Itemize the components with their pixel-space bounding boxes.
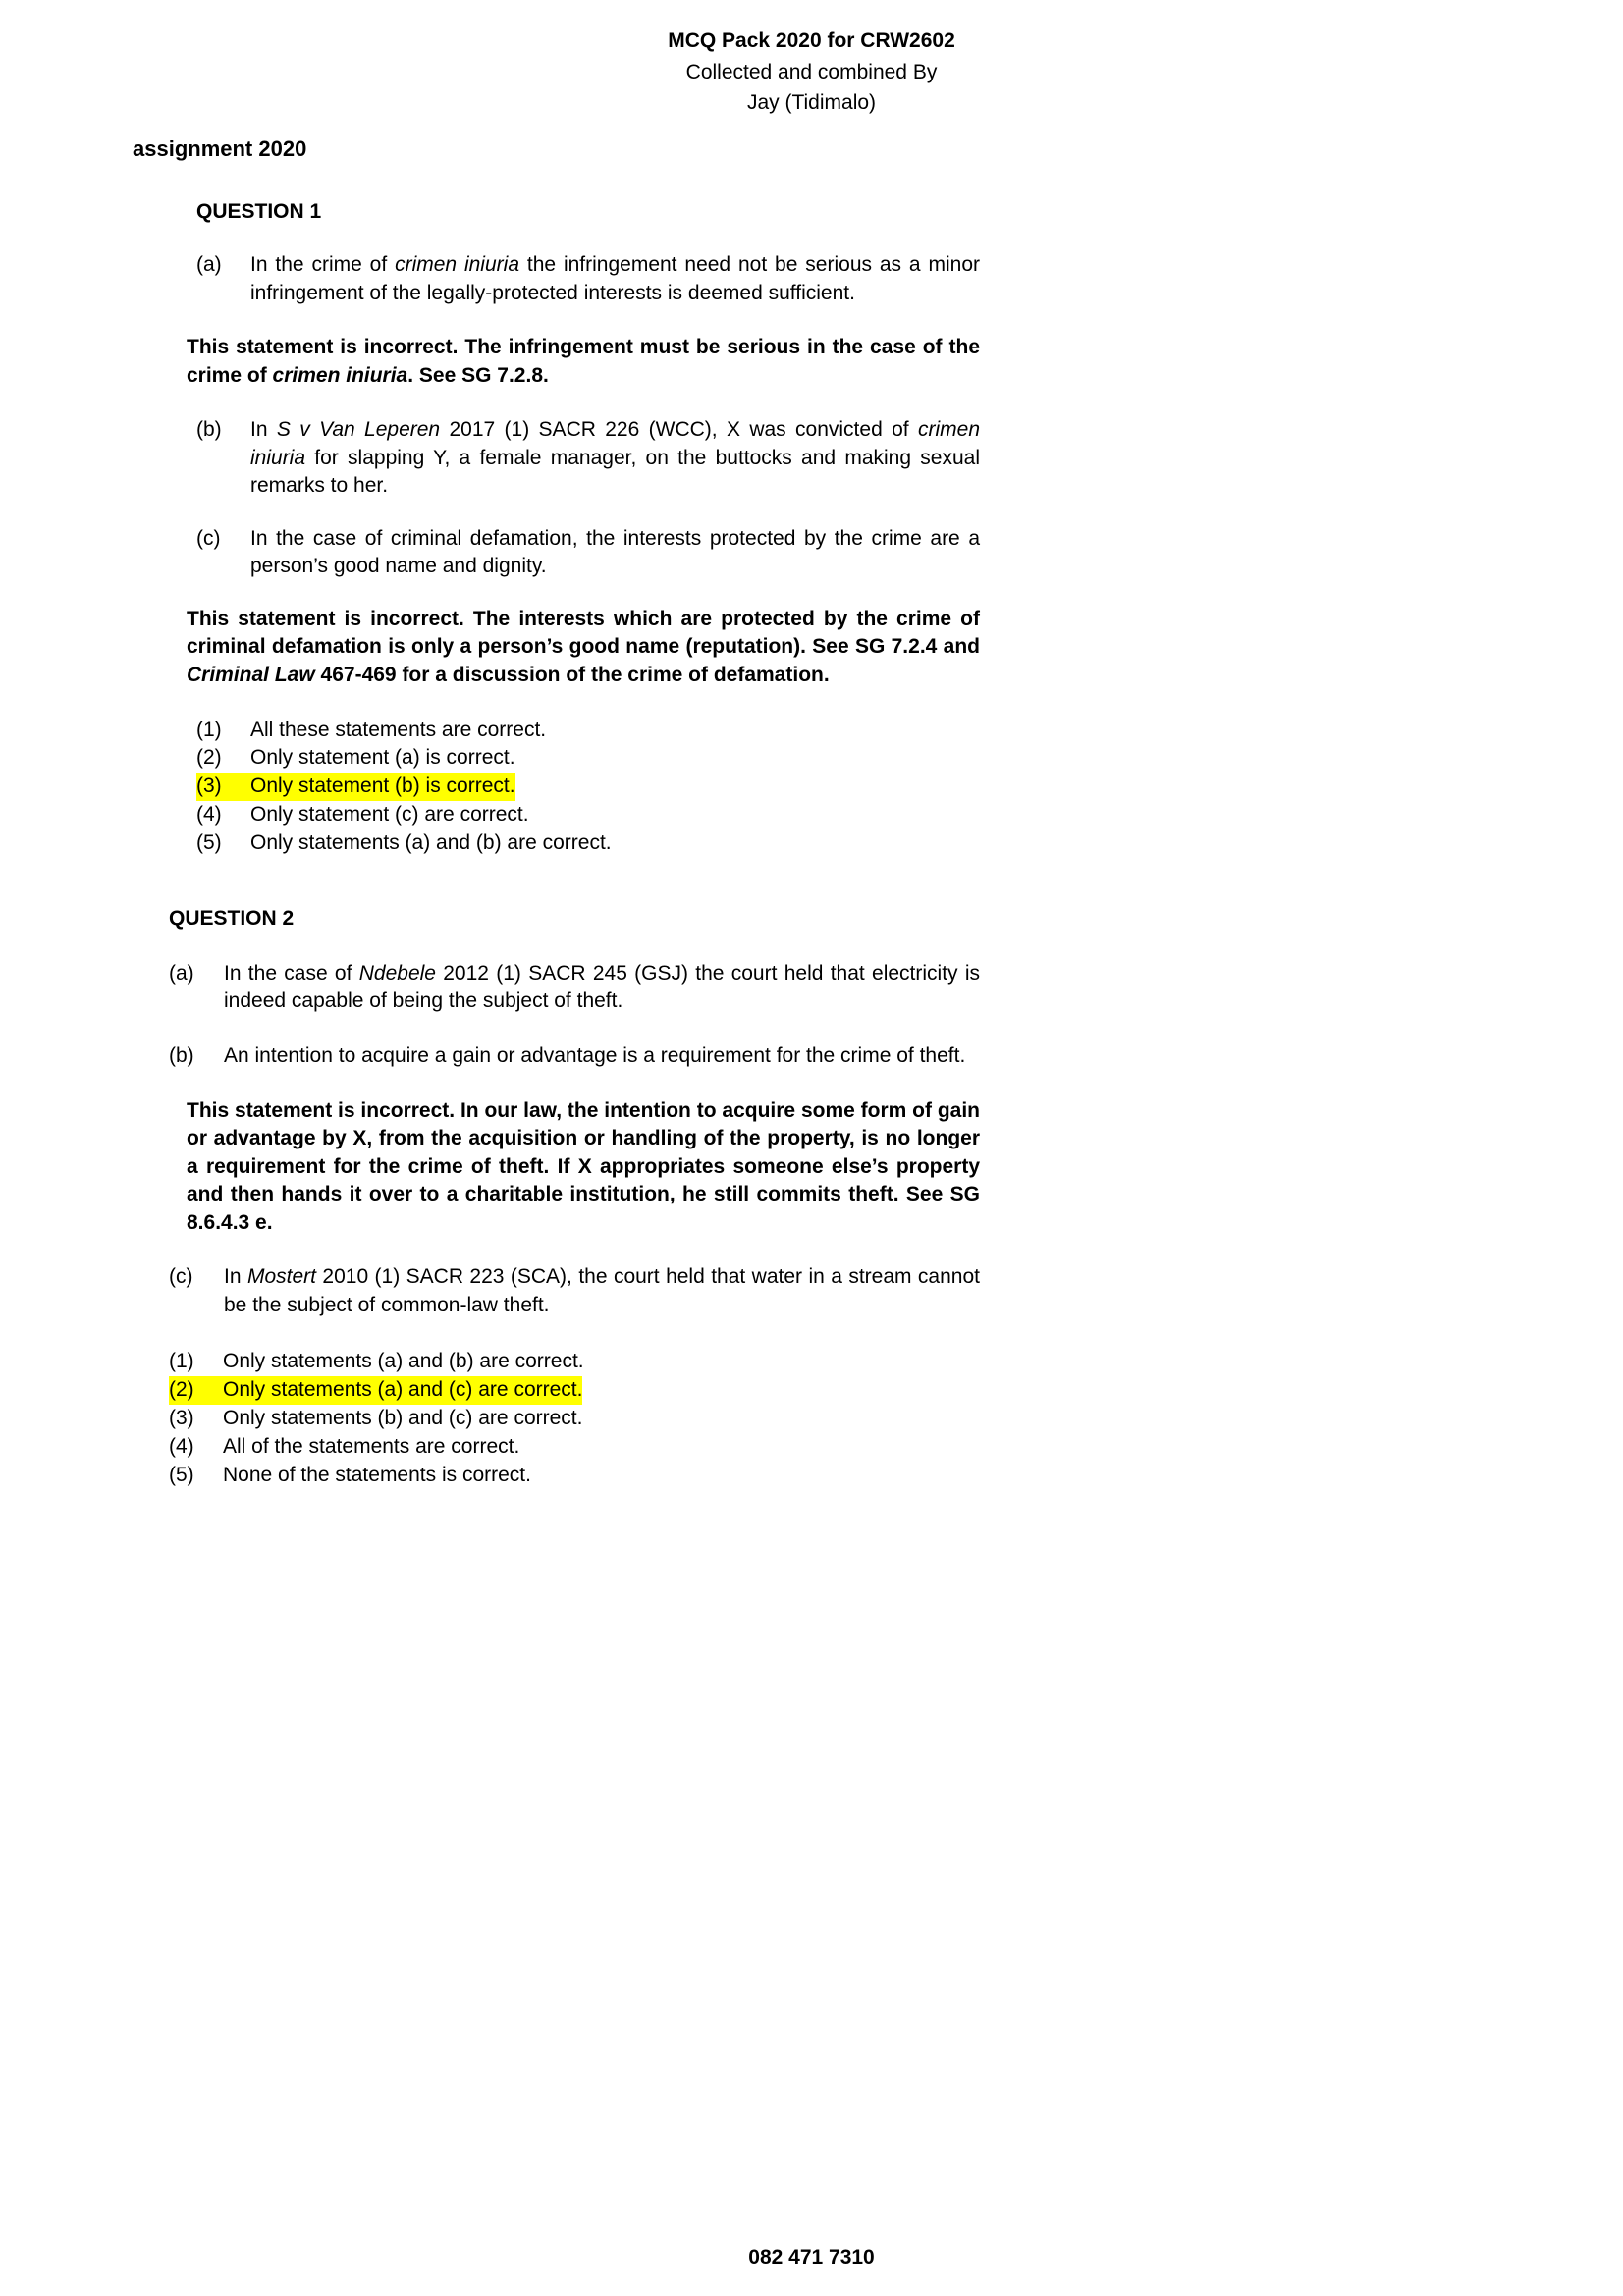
- option-row: [196, 717, 546, 745]
- option-text: Only statements (a) and (b) are correct.: [223, 1350, 584, 1373]
- option-text: Only statements (a) and (b) are correct.: [250, 831, 612, 855]
- option-row-highlighted: [169, 1376, 582, 1405]
- option-label: (4): [169, 1435, 194, 1459]
- statement-b-text: In S v Van Leperen 2017 (1) SACR 226 (WCC), X was convicted of crimen iniuria for slapping Y, a female manager, on the buttocks and making sexual remarks to her.: [250, 418, 980, 498]
- header-title: MCQ Pack 2020 for CRW2602: [668, 29, 955, 52]
- option-label: (2): [169, 1378, 194, 1402]
- option-row: [169, 1348, 584, 1376]
- question-1-statement-a: [196, 251, 980, 307]
- option-row: [169, 1405, 582, 1433]
- option-label: (2): [196, 746, 222, 770]
- question-2-statement-b: [169, 1042, 980, 1071]
- statement-b-text: An intention to acquire a gain or advantage is a requirement for the crime of theft.: [224, 1044, 966, 1067]
- option-row: [169, 1433, 519, 1462]
- option-text: None of the statements is correct.: [223, 1464, 531, 1487]
- option-label: (3): [196, 774, 222, 798]
- footer-phone: 082 471 7310: [748, 2246, 875, 2269]
- option-label: (5): [196, 831, 222, 855]
- header-subtitle: Collected and combined By: [685, 60, 938, 83]
- question-2-statement-c: [169, 1263, 980, 1319]
- question-2-heading: QUESTION 2: [169, 907, 295, 931]
- option-row: [196, 829, 612, 858]
- statement-b-label: (b): [169, 1044, 194, 1067]
- header-author: Jay (Tidimalo): [746, 91, 877, 114]
- option-label: (5): [169, 1464, 194, 1487]
- option-row: [196, 744, 515, 773]
- statement-c-label: (c): [169, 1265, 193, 1289]
- option-text: Only statements (b) and (c) are correct.: [223, 1407, 583, 1430]
- statement-c-label: (c): [196, 526, 221, 550]
- statement-a-label: (a): [169, 961, 194, 985]
- question-1-statement-b: [196, 416, 980, 501]
- option-text: Only statement (c) are correct.: [250, 803, 529, 827]
- statement-a-label: (a): [196, 252, 222, 276]
- question-1-heading: QUESTION 1: [196, 200, 322, 224]
- question-1-section: [0, 198, 1623, 858]
- option-text: Only statement (a) is correct.: [250, 746, 515, 770]
- question-2-options: [0, 1348, 1623, 1490]
- option-row-highlighted: [196, 773, 515, 801]
- assignment-title: assignment 2020: [133, 135, 307, 161]
- option-text: Only statement (b) is correct.: [250, 774, 515, 798]
- option-text: All these statements are correct.: [250, 718, 547, 741]
- question-2-answer-note-b: This statement is incorrect. In our law, the intention to acquire some form of gain or advantage by X, from the acquisition or handling of the property, is no longer a requirement for the crime of theft. If X appropriates someone else’s property and then hands it over to a charitable institution, he still commits theft. See SG 8.6.4.3 e.: [187, 1098, 980, 1234]
- question-1-statement-c: [196, 525, 980, 581]
- option-row: [196, 801, 529, 829]
- option-text: All of the statements are correct.: [223, 1435, 520, 1459]
- question-2-statement-a: [169, 960, 980, 1016]
- statement-a-text: In the crime of crimen iniuria the infringement need not be serious as a minor infringement of the legally-protected interests is deemed sufficient.: [250, 252, 980, 304]
- document-header: [0, 0, 1623, 119]
- question-1-answer-note-a: This statement is incorrect. The infringement must be serious in the case of the crime of crimen iniuria. See SG 7.2.8.: [187, 336, 980, 387]
- option-label: (1): [196, 718, 222, 741]
- statement-b-label: (b): [196, 418, 222, 442]
- option-label: (4): [196, 803, 222, 827]
- option-label: (1): [169, 1350, 194, 1373]
- option-label: (3): [169, 1407, 194, 1430]
- question-2-section: [0, 905, 1623, 1490]
- question-1-answer-note-c: This statement is incorrect. The interests which are protected by the crime of criminal defamation is only a person’s good name (reputation). See SG 7.2.4 and Criminal Law 467-469 for a discussion of the crime of defamation.: [187, 607, 980, 686]
- statement-a-text: In the case of Ndebele 2012 (1) SACR 245 (GSJ) the court held that electricity is indeed capable of being the subject of theft.: [224, 961, 980, 1013]
- option-text: Only statements (a) and (c) are correct.: [223, 1378, 583, 1402]
- statement-c-text: In the case of criminal defamation, the interests protected by the crime are a person’s good name and dignity.: [250, 526, 980, 578]
- statement-c-text: In Mostert 2010 (1) SACR 223 (SCA), the court held that water in a stream cannot be the subject of common-law theft.: [224, 1265, 980, 1316]
- option-row: [169, 1462, 531, 1490]
- question-1-options: [0, 717, 1623, 859]
